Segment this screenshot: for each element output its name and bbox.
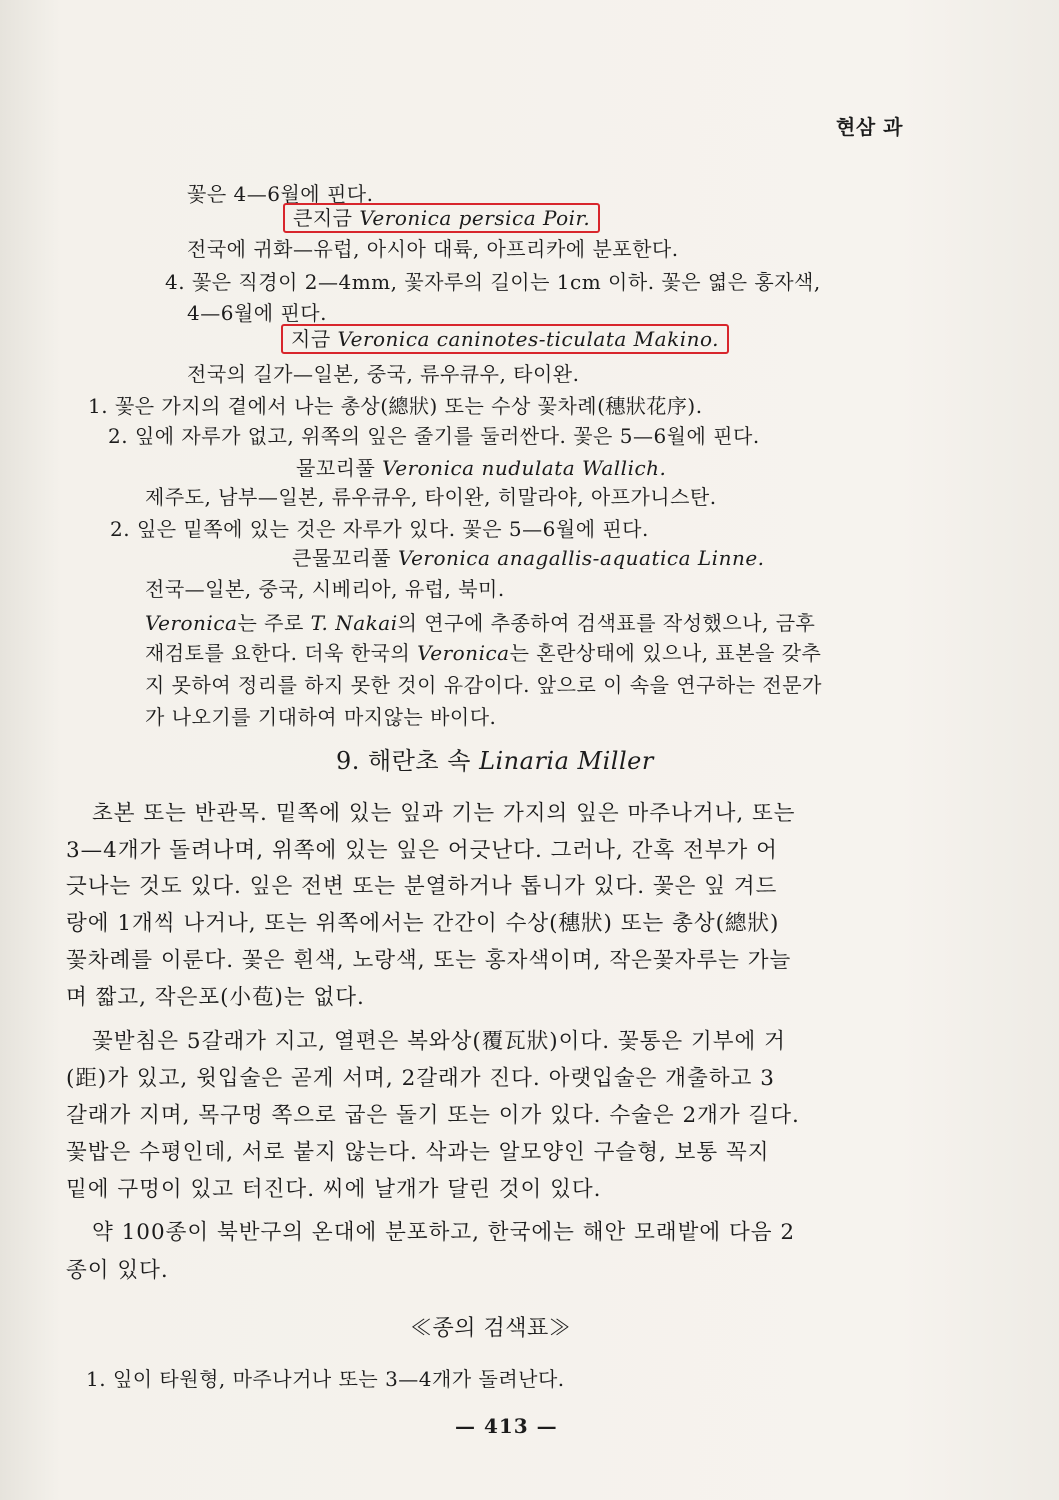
paragraph-line: 며 짧고, 작은포(小苞)는 없다.: [66, 985, 365, 1010]
running-header: 현삼 과: [836, 115, 903, 139]
highlighted-species-name: [281, 326, 729, 352]
text-fragment: 의 연구에 추종하여 검색표를 작성했으나, 금후: [397, 611, 816, 635]
genus-name: Veronica: [145, 611, 238, 635]
paragraph-line: 초본 또는 반관목. 밑쪽에 있는 잎과 기는 가지의 잎은 마주나거나, 또는: [92, 801, 796, 826]
text-line: 2. 잎은 밑쪽에 있는 것은 자루가 있다. 꽃은 5—6월에 핀다.: [110, 517, 649, 541]
species-name: [292, 545, 765, 571]
text-fragment: 는 혼란상태에 있으나, 표본을 갖추: [509, 641, 822, 665]
text-line: 전국에 귀화—유럽, 아시아 대륙, 아프리카에 분포한다.: [187, 237, 679, 261]
page-number: — 413 —: [455, 1414, 558, 1438]
text-line: 전국—일본, 중국, 시베리아, 유럽, 북미.: [145, 577, 505, 601]
highlighted-species-name: [283, 205, 600, 231]
text-line: 가 나오기를 기대하여 마지않는 바이다.: [145, 705, 497, 729]
scientific-name: Veronica anagallis-aquatica Linne.: [397, 546, 765, 570]
paragraph-line: 갈래가 지며, 목구멍 쪽으로 굽은 돌기 또는 이가 있다. 수술은 2개가 길다.: [66, 1103, 800, 1128]
species-name: [296, 455, 666, 481]
korean-name: 큰지금: [293, 206, 353, 230]
paragraph-line: 밑에 구멍이 있고 터진다. 씨에 날개가 달린 것이 있다.: [66, 1177, 602, 1202]
korean-name: 물꼬리풀: [296, 456, 376, 480]
paragraph-line: 꽃받침은 5갈래가 지고, 열편은 복와상(覆瓦狀)이다. 꽃통은 기부에 거: [92, 1029, 786, 1054]
scientific-name: Veronica caninotes-ticulata Makino.: [337, 327, 720, 351]
paragraph-line: 꽃밥은 수평인데, 서로 붙지 않는다. 삭과는 알모양인 구슬형, 보통 꼭지: [66, 1140, 770, 1165]
text-fragment: 재검토를 요한다. 더욱 한국의: [145, 641, 418, 665]
section-scientific: Linaria Miller: [479, 747, 654, 775]
paragraph-line: 꽃차례를 이룬다. 꽃은 흰색, 노랑색, 또는 홍자색이며, 작은꽃자루는 가늘: [66, 948, 792, 973]
red-highlight-box: [281, 324, 729, 354]
section-number: 9.: [336, 747, 360, 775]
genus-name: Veronica: [417, 641, 510, 665]
red-highlight-box: [283, 203, 600, 233]
korean-name: 큰물꼬리풀: [292, 546, 392, 570]
text-line: [145, 610, 815, 636]
paragraph-line: 긋나는 것도 있다. 잎은 전변 또는 분열하거나 톱니가 있다. 꽃은 잎 겨드: [66, 874, 778, 899]
korean-name: 지금: [291, 327, 331, 351]
paragraph-line: 3—4개가 돌려나며, 위쪽에 있는 잎은 어긋난다. 그러나, 간혹 전부가 어: [66, 838, 778, 863]
key-line: 1. 잎이 타원형, 마주나거나 또는 3—4개가 돌려난다.: [86, 1367, 565, 1391]
key-heading: ≪종의 검색표≫: [410, 1316, 572, 1341]
scientific-name: Veronica persica Poir.: [359, 206, 591, 230]
paragraph-line: 약 100종이 북반구의 온대에 분포하고, 한국에는 해안 모래밭에 다음 2: [92, 1220, 796, 1245]
text-line: 전국의 길가—일본, 중국, 류우큐우, 타이완.: [187, 362, 580, 386]
paragraph-line: 랑에 1개씩 나거나, 또는 위쪽에서는 간간이 수상(穗狀) 또는 총상(總狀): [66, 911, 780, 936]
paragraph-line: (距)가 있고, 윗입술은 곧게 서며, 2갈래가 진다. 아랫입술은 개출하고 3: [66, 1066, 775, 1091]
text-line: 꽃은 4—6월에 핀다.: [187, 182, 374, 206]
scientific-name: Veronica nudulata Wallich.: [382, 456, 667, 480]
text-line: [145, 640, 821, 666]
text-fragment: 는 주로: [237, 611, 311, 635]
text-line: 1. 꽃은 가지의 곁에서 나는 총상(總狀) 또는 수상 꽃차례(穗狀花序).: [88, 394, 703, 418]
text-line: 2. 잎에 자루가 없고, 위쪽의 잎은 줄기를 둘러싼다. 꽃은 5—6월에 핀다.: [108, 424, 760, 448]
text-line: 4—6월에 핀다.: [187, 301, 327, 325]
text-line: 4. 꽃은 직경이 2—4mm, 꽃자루의 길이는 1cm 이하. 꽃은 엷은 홍자색,: [165, 270, 821, 294]
section-korean: 해란초 속: [368, 747, 471, 775]
author-name: T. Nakai: [310, 611, 398, 635]
section-heading: [336, 748, 654, 774]
paragraph-line: 종이 있다.: [66, 1258, 169, 1283]
text-line: 제주도, 남부—일본, 류우큐우, 타이완, 히말라야, 아프가니스탄.: [145, 485, 717, 509]
text-line: 지 못하여 정리를 하지 못한 것이 유감이다. 앞으로 이 속을 연구하는 전문가: [145, 673, 822, 697]
